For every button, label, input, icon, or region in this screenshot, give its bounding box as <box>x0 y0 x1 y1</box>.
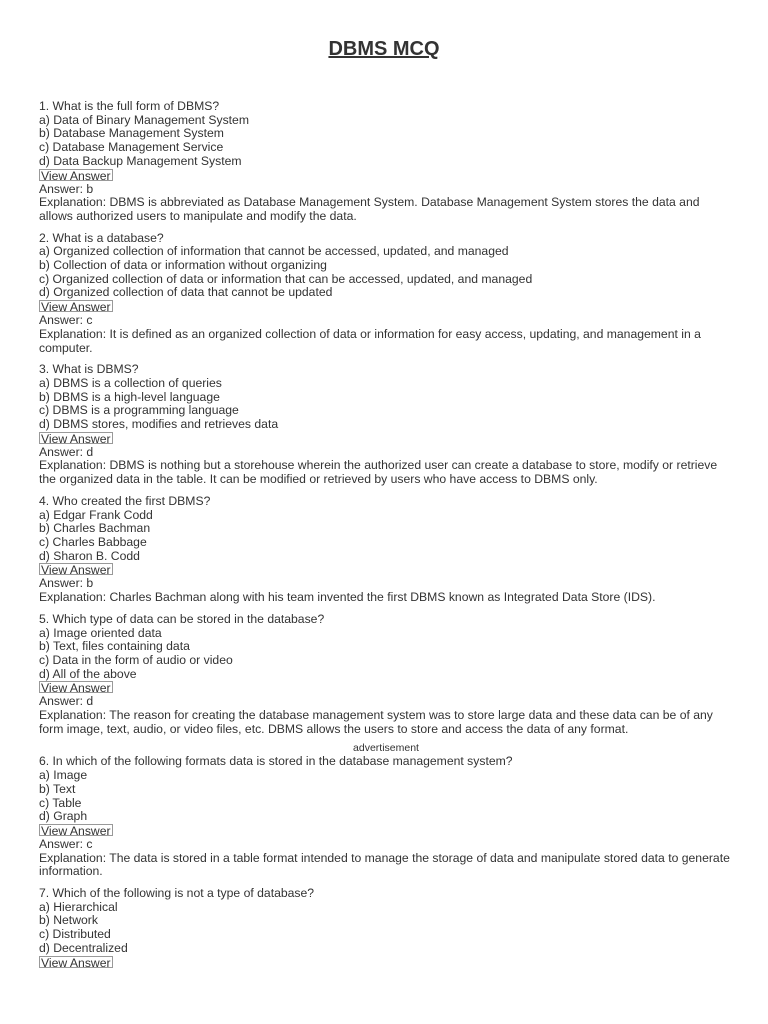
question-block <box>39 495 733 605</box>
answer-option: a) Data of Binary Management System <box>39 112 249 127</box>
answer-option: d) Data Backup Management System <box>39 153 242 168</box>
view-answer-button[interactable]: View Answer <box>41 823 111 838</box>
page-title: DBMS MCQ <box>328 38 440 60</box>
explanation-text: Explanation: DBMS is nothing but a storehouse wherein the authorized user can create a database to store, modify or retrieve the organized data in the table. It can be modified or retrieved by users who have access to DBMS only. <box>39 458 718 487</box>
answer-option: a) Image <box>39 768 88 783</box>
explanation-text: Explanation: The data is stored in a table format intended to manage the storage of data and manipulate stored data to generate information. <box>39 850 730 879</box>
question-text: 7. Which of the following is not a type of database? <box>39 886 315 901</box>
answer-option: d) Graph <box>39 809 88 824</box>
answer-text: Answer: d <box>39 694 94 709</box>
view-answer-button[interactable]: View Answer <box>41 563 111 578</box>
explanation-text: Explanation: Charles Bachman along with his team invented the first DBMS known as Integrated Data Store (IDS). <box>39 590 656 605</box>
question-block <box>39 613 733 737</box>
question-list <box>39 100 733 978</box>
question-block <box>39 232 733 356</box>
answer-text: Answer: d <box>39 444 94 459</box>
answer-option: c) DBMS is a programming language <box>39 403 239 418</box>
answer-option: d) DBMS stores, modifies and retrieves data <box>39 417 279 432</box>
answer-option: c) Data in the form of audio or video <box>39 652 233 667</box>
view-answer-button[interactable]: View Answer <box>41 168 111 183</box>
question-text: 4. Who created the first DBMS? <box>39 493 211 508</box>
explanation-text: Explanation: DBMS is abbreviated as Database Management System. Database Management System stores the data and allows authorized users to manipulate and modify the data. <box>39 195 700 223</box>
answer-option: b) Charles Bachman <box>39 521 151 536</box>
answer-option: c) Distributed <box>39 927 111 942</box>
answer-option: c) Table <box>39 795 82 810</box>
explanation-text: Explanation: The reason for creating the database management system was to store large data and these data can be of any form image, text, audio, or video files, etc. DBMS allows the users to store and access the data of any format. <box>39 708 713 736</box>
answer-option: d) Organized collection of data that cannot be updated <box>39 285 333 300</box>
advertisement-label: advertisement <box>353 742 419 755</box>
answer-text: Answer: b <box>39 181 94 196</box>
answer-text: Answer: b <box>39 576 94 591</box>
answer-option: a) Image oriented data <box>39 625 162 640</box>
answer-option: b) Collection of data or information without organizing <box>39 258 327 273</box>
question-block <box>39 887 733 970</box>
view-answer-button[interactable]: View Answer <box>41 431 111 446</box>
answer-option: a) Hierarchical <box>39 899 118 914</box>
answer-option: a) DBMS is a collection of queries <box>39 375 222 390</box>
answer-option: a) Edgar Frank Codd <box>39 507 153 522</box>
answer-option: d) All of the above <box>39 666 137 681</box>
answer-option: b) Text <box>39 781 76 796</box>
question-block <box>39 363 733 487</box>
question-text: 1. What is the full form of DBMS? <box>39 99 220 113</box>
question-text: 3. What is DBMS? <box>39 362 139 377</box>
view-answer-button[interactable]: View Answer <box>41 681 111 696</box>
answer-option: c) Charles Babbage <box>39 534 147 549</box>
answer-option: a) Organized collection of information that cannot be accessed, updated, and managed <box>39 244 509 259</box>
explanation-text: Explanation: It is defined as an organized collection of data or information for easy access, updating, and management in a computer. <box>39 326 701 355</box>
view-answer-button[interactable]: View Answer <box>41 300 111 315</box>
answer-text: Answer: c <box>39 313 93 328</box>
question-text: 2. What is a database? <box>39 230 164 245</box>
question-text: 6. In which of the following formats data is stored in the database management system? <box>39 754 513 769</box>
answer-option: d) Sharon B. Codd <box>39 548 140 563</box>
answer-text: Answer: c <box>39 836 93 851</box>
question-block <box>39 100 733 224</box>
answer-option: b) Network <box>39 913 98 928</box>
answer-option: d) Decentralized <box>39 940 128 955</box>
question-text: 5. Which type of data can be stored in the database? <box>39 611 325 626</box>
view-answer-button[interactable]: View Answer <box>41 955 111 970</box>
question-block <box>39 755 733 879</box>
answer-option: c) Database Management Service <box>39 140 224 155</box>
answer-option: b) DBMS is a high-level language <box>39 389 220 404</box>
answer-option: b) Database Management System <box>39 126 224 141</box>
answer-option: c) Organized collection of data or information that can be accessed, updated, and managed <box>39 271 533 286</box>
answer-option: b) Text, files containing data <box>39 639 190 654</box>
